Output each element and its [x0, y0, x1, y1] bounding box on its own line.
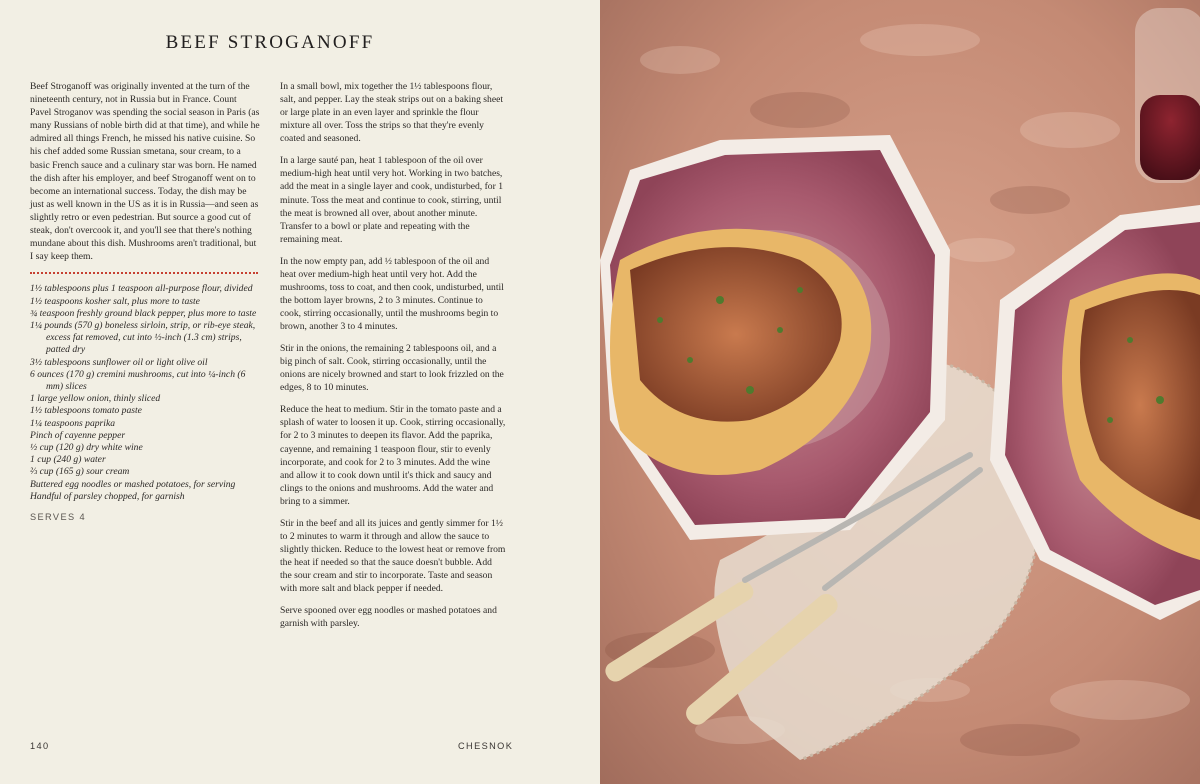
- ingredient-item: 1½ tablespoons tomato paste: [30, 405, 142, 417]
- ingredient-item: 1 cup (240 g) water: [30, 454, 106, 466]
- recipe-intro: Beef Stroganoff was originally invented at the turn of the nineteenth century, not in Russia but in France. Count Pavel Stroganov was spending the social season in Paris (as many Russians of noble birth did at that time), and while he admired all things French, he missed his native cuisine. So his chef added some Russian smetana, sour cream, to a basic French sauce and a culinary star was born. He named the dish after his employer, and beef Stroganoff went on to become an international success. Today, the dish may be just as well known in the US as it is in Russia—and seen as slightly retro or even pedestrian. But source a good cut of steak, don't overcook it, and you'll see that there's nothing mundane about this dish. Mushrooms aren't traditional, but I say keep them.: [30, 81, 260, 263]
- method-step: In the now empty pan, add ½ tablespoon of the oil and heat over medium-high heat until very hot. Add the mushrooms, toss to coat, and then cook, undisturbed, until the bottom layer browns, 2 to 3 minutes. Continue to cook, stirring occasionally, until the mushrooms begin to brown, another 3 to 4 minutes.: [280, 255, 504, 333]
- ingredient-list: [30, 283, 260, 503]
- ingredient-item: 1½ teaspoons kosher salt, plus more to taste: [30, 295, 200, 307]
- ingredient-item: 6 ounces (170 g) cremini mushrooms, cut into ¼-inch (6 mm) slices: [30, 368, 246, 392]
- method-step: Serve spooned over egg noodles or mashed potatoes and garnish with parsley.: [280, 605, 497, 630]
- left-column: [30, 80, 260, 524]
- food-photo: [600, 0, 1200, 784]
- recipe-title: BEEF STROGANOFF: [165, 32, 375, 53]
- ingredient-item: Handful of parsley chopped, for garnish: [30, 490, 185, 502]
- method-step: In a large sauté pan, heat 1 tablespoon of the oil over medium-high heat until very hot. Working in two batches, add the meat in a single layer and cook, undisturbed, for 1 minute. Toss the meat and continue to cook, stirring, until the meat is browned all over, about another minute. Transfer to a bowl or plate and repeating with the remaining meat.: [280, 155, 503, 245]
- method-step: Stir in the onions, the remaining 2 tablespoons oil, and a big pinch of salt. Cook, stirring occasionally, until the onions are nicely browned and start to look frizzled on the edges, 8 to 10 minutes.: [280, 343, 504, 394]
- method-step: Stir in the beef and all its juices and gently simmer for 1½ to 2 minutes to warm it through and allow the sauce to slightly thicken. Reduce to the lowest heat or remove from the heat if needed so that the sauce doesn't bubble. Add the sour cream and stir to incorporate. Taste and season with more salt and black pepper if needed.: [280, 517, 506, 595]
- ingredient-item: 1½ tablespoons plus 1 teaspoon all-purpose flour, divided: [30, 283, 253, 295]
- ingredient-item: 3½ tablespoons sunflower oil or light olive oil: [30, 356, 208, 368]
- ingredient-item: 1¼ teaspoons paprika: [30, 417, 116, 429]
- ingredient-item: ¾ teaspoon freshly ground black pepper, plus more to taste: [30, 307, 257, 319]
- running-head: CHESNOK: [458, 741, 514, 751]
- page-number: 140: [30, 741, 50, 751]
- ingredient-item: 1¼ pounds (570 g) boneless sirloin, strip, or rib-eye steak, excess fat removed, cut into ½-inch (1.3 cm) strips, patted dry: [30, 319, 256, 356]
- ingredient-item: Buttered egg noodles or mashed potatoes, for serving: [30, 478, 236, 490]
- serves-label: SERVES 4: [30, 511, 86, 522]
- ingredient-item: Pinch of cayenne pepper: [30, 429, 126, 441]
- ingredient-item: ⅔ cup (165 g) sour cream: [30, 466, 130, 478]
- method-step: In a small bowl, mix together the 1½ tablespoons flour, salt, and pepper. Lay the steak strips out on a baking sheet or large plate in an even layer and sprinkle the flour mixture all over. Toss the strips so that they're evenly coated and seasoned.: [280, 81, 503, 145]
- ingredient-item: 1 large yellow onion, thinly sliced: [30, 393, 161, 405]
- food-photo-icon: [600, 0, 1200, 784]
- ingredient-item: ½ cup (120 g) dry white wine: [30, 441, 143, 453]
- method-column: [280, 80, 506, 639]
- method-step: Reduce the heat to medium. Stir in the tomato paste and a splash of water to loosen it up. Cook, stirring occasionally, for 2 to 3 minutes to deepen its flavor. Add the paprika, cayenne, and remaining 1 teaspoon flour, stir to evenly incorporate, and cook for 2 to 3 minutes. Add the wine and allow it to cook down until it's thick and saucy and clings to the onions and mushrooms. Add the water and bring to a simmer.: [280, 404, 506, 507]
- dotted-divider: [30, 272, 258, 274]
